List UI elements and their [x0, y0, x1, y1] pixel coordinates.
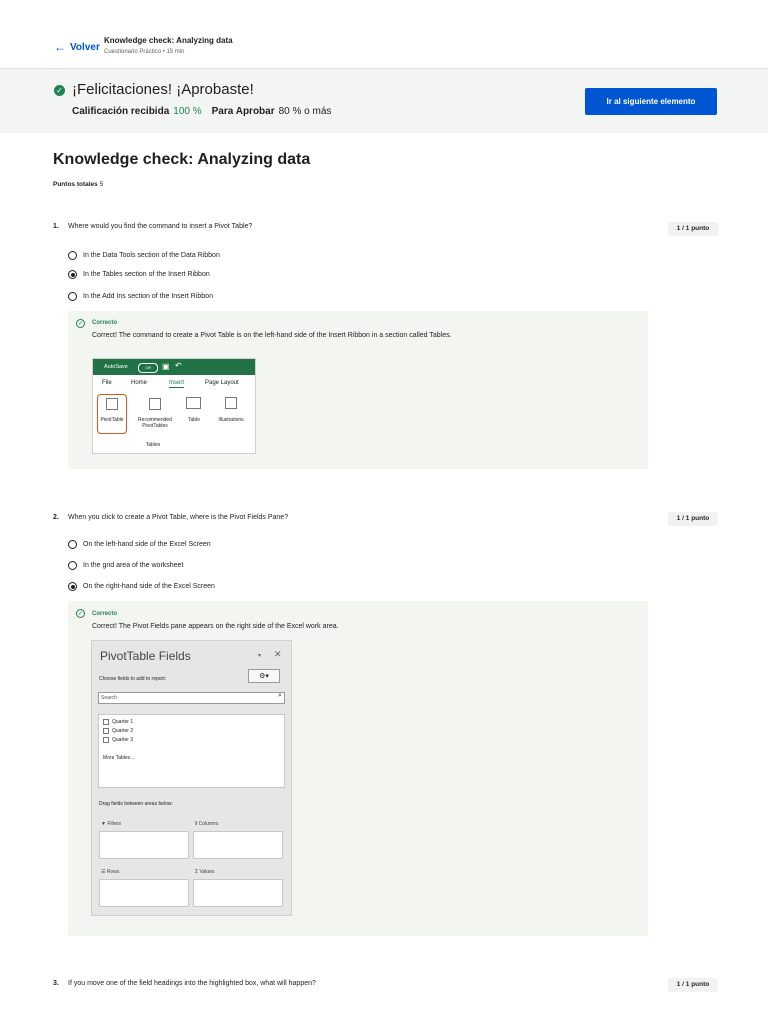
pane-title: PivotTable Fields: [100, 649, 191, 663]
close-icon: ✕: [274, 649, 282, 659]
question-text: If you move one of the field headings into the highlighted box, what will happen?: [68, 980, 316, 987]
rows-label: Rows: [106, 869, 120, 875]
radio-button-selected[interactable]: [68, 270, 77, 279]
illustrations-label: Illustrations: [218, 417, 244, 423]
field-label: Quarter 1: [112, 719, 134, 725]
total-points-label: Puntos totales: [53, 181, 98, 188]
autosave-toggle: Off: [138, 363, 158, 373]
pivottable-fields-pane-image: [91, 640, 292, 916]
ribbon-tab-home: Home: [131, 380, 148, 386]
gear-icon: ⚙▾: [248, 669, 280, 683]
more-tables-link: More Tables...: [103, 755, 135, 761]
option-label: In the grid area of the worksheet: [83, 562, 184, 569]
radio-button[interactable]: [68, 292, 77, 301]
filters-area: [99, 831, 189, 859]
total-points: [53, 181, 103, 188]
top-header: [0, 0, 768, 69]
feedback-label: Correcto: [92, 320, 118, 326]
question-text: Where would you find the command to insert a Pivot Table?: [68, 223, 253, 230]
columns-area-label: [195, 821, 218, 827]
rows-area: [99, 879, 189, 907]
autosave-label: AutoSave: [104, 364, 128, 370]
option-label: On the left-hand side of the Excel Screen: [83, 541, 211, 548]
option-label: In the Data Tools section of the Data Ribbon: [83, 252, 220, 259]
grade-line: [72, 106, 331, 117]
excel-ribbon-image: [92, 358, 256, 454]
recommended-pivottables-icon: [149, 398, 161, 410]
feedback-text: Correct! The command to create a Pivot Table is on the left-hand side of the Insert Ribbon in a section called Tables.: [92, 332, 452, 339]
filter-icon: ▼: [101, 821, 108, 827]
field-item: [103, 737, 133, 743]
radio-button-selected[interactable]: [68, 582, 77, 591]
checkbox: [103, 719, 109, 725]
search-icon: ⌕: [278, 692, 282, 699]
answer-option[interactable]: [68, 540, 211, 549]
pane-choose-label: Choose fields to add to report:: [99, 676, 166, 682]
option-label: On the right-hand side of the Excel Screen: [83, 583, 215, 590]
filters-area-label: [101, 821, 121, 827]
table-icon: [186, 397, 201, 409]
values-area-label: [195, 869, 214, 875]
ribbon-tab-file: File: [102, 380, 112, 386]
pivottable-icon: [106, 398, 118, 410]
rows-icon: ☰: [101, 869, 107, 875]
page-title: Knowledge check: Analyzing data: [53, 151, 311, 168]
answer-option[interactable]: [68, 270, 210, 279]
undo-icon: ↶: [175, 361, 182, 370]
sigma-icon: Σ: [195, 869, 200, 875]
checkbox: [103, 728, 109, 734]
question-number: 3.: [53, 980, 59, 987]
score-badge: 1 / 1 punto: [668, 978, 718, 992]
pass-requirement-label: Para Aprobar: [211, 106, 275, 117]
values-area: [193, 879, 283, 907]
ribbon-tab-page-layout: Page Layout: [205, 380, 239, 386]
answer-option[interactable]: [68, 561, 183, 570]
answer-option[interactable]: [68, 292, 213, 301]
radio-button[interactable]: [68, 251, 77, 260]
check-circle-icon: ✓: [77, 611, 84, 617]
field-list: [98, 714, 285, 788]
grade-value: 100 %: [173, 106, 202, 117]
field-item: [103, 719, 133, 725]
score-badge: 1 / 1 punto: [668, 222, 718, 236]
feedback-text: Correct! The Pivot Fields pane appears on the right side of the Excel work area.: [92, 623, 339, 630]
check-circle-icon: ✓: [54, 85, 65, 96]
back-label: Volver: [70, 41, 100, 53]
table-label: Table: [188, 417, 200, 423]
pane-search-box: Search: [98, 692, 285, 704]
pass-requirement-value: 80 % o más: [278, 106, 332, 117]
question-number: 2.: [53, 514, 59, 521]
answer-option[interactable]: [68, 582, 215, 591]
next-item-button[interactable]: Ir al siguiente elemento: [585, 88, 717, 115]
pivottable-label: PivotTable: [100, 417, 124, 423]
answer-option[interactable]: [68, 251, 220, 260]
question-number: 1.: [53, 223, 59, 230]
ribbon-group-label: Tables: [145, 442, 161, 448]
recommended-label: Recommended PivotTables: [138, 417, 172, 429]
pass-title: ¡Felicitaciones! ¡Aprobaste!: [72, 81, 254, 98]
check-circle-icon: ✓: [77, 321, 84, 327]
total-points-value: 5: [99, 181, 104, 188]
chevron-down-icon: ▾: [258, 653, 262, 659]
rows-area-label: [101, 869, 119, 875]
field-label: Quarter 2: [112, 728, 134, 734]
header-subtitle: Cuestionario Práctico • 15 min: [104, 49, 185, 55]
checkbox: [103, 737, 109, 743]
filters-label: Filters: [107, 821, 121, 827]
back-button[interactable]: [54, 40, 100, 54]
pane-drag-label: Drag fields between areas below:: [99, 801, 173, 807]
values-label: Values: [199, 869, 215, 875]
grade-label: Calificación recibida: [72, 106, 170, 117]
header-title: Knowledge check: Analyzing data: [104, 36, 233, 45]
columns-label: Columns: [198, 821, 219, 827]
save-icon: ▣: [162, 362, 170, 371]
ribbon-titlebar: [93, 359, 255, 375]
columns-area: [193, 831, 283, 859]
radio-button[interactable]: [68, 561, 77, 570]
feedback-label: Correcto: [92, 611, 118, 617]
option-label: In the Tables section of the Insert Ribbon: [83, 271, 210, 278]
arrow-left-icon: ←: [54, 40, 66, 54]
columns-icon: ⦀: [195, 821, 199, 827]
score-badge: 1 / 1 punto: [668, 512, 718, 526]
option-label: In the Add Ins section of the Insert Ribbon: [83, 293, 213, 300]
field-item: [103, 728, 133, 734]
field-label: Quarter 3: [112, 737, 134, 743]
radio-button[interactable]: [68, 540, 77, 549]
question-text: When you click to create a Pivot Table, where is the Pivot Fields Pane?: [68, 514, 289, 521]
ribbon-tab-insert: Insert: [169, 380, 185, 386]
illustrations-icon: [225, 397, 237, 409]
